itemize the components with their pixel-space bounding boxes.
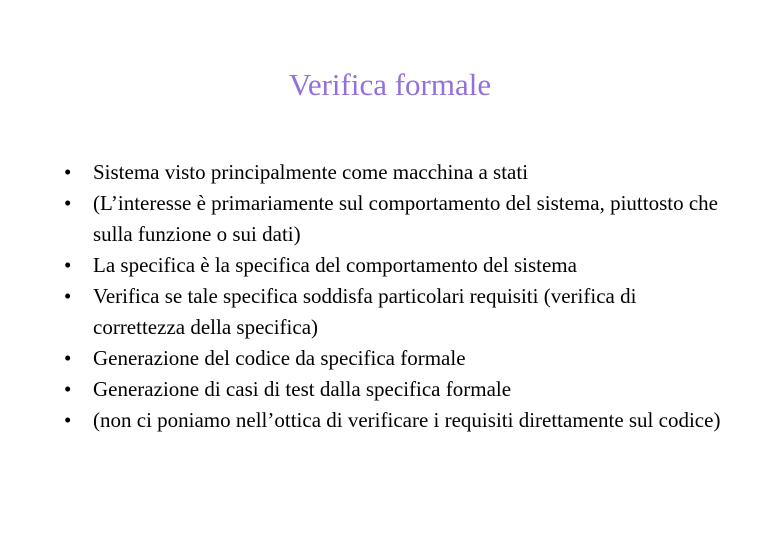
- bullet-icon: •: [64, 408, 72, 432]
- bullet-item: [64, 188, 724, 250]
- bullet-text: La specifica è la specifica del comportamento del sistema: [93, 253, 577, 277]
- slide-title: Verifica formale: [288, 67, 492, 102]
- bullet-list: [64, 157, 724, 436]
- bullet-text: Sistema visto principalmente come macchina a stati: [93, 160, 529, 184]
- bullet-item: [64, 157, 724, 188]
- bullet-item: [64, 405, 724, 436]
- bullet-text: (non ci poniamo nell’ottica di verificare i requisiti direttamente sul codice): [93, 408, 721, 432]
- bullet-icon: •: [64, 191, 72, 215]
- bullet-icon: •: [64, 160, 72, 184]
- bullet-icon: •: [64, 253, 72, 277]
- bullet-item: [64, 250, 724, 281]
- bullet-text: Generazione di casi di test dalla specifica formale: [93, 377, 512, 401]
- bullet-item: [64, 343, 724, 374]
- bullet-item: [64, 374, 724, 405]
- bullet-text: (L’interesse è primariamente sul comportamento del sistema, piuttosto che sulla funzione o sui dati): [93, 191, 718, 246]
- bullet-icon: •: [64, 377, 72, 401]
- bullet-icon: •: [64, 284, 72, 308]
- bullet-text: Verifica se tale specifica soddisfa particolari requisiti (verifica di correttezza della specifica): [93, 284, 637, 339]
- bullet-text: Generazione del codice da specifica formale: [93, 346, 466, 370]
- bullet-item: [64, 281, 724, 343]
- bullet-icon: •: [64, 346, 72, 370]
